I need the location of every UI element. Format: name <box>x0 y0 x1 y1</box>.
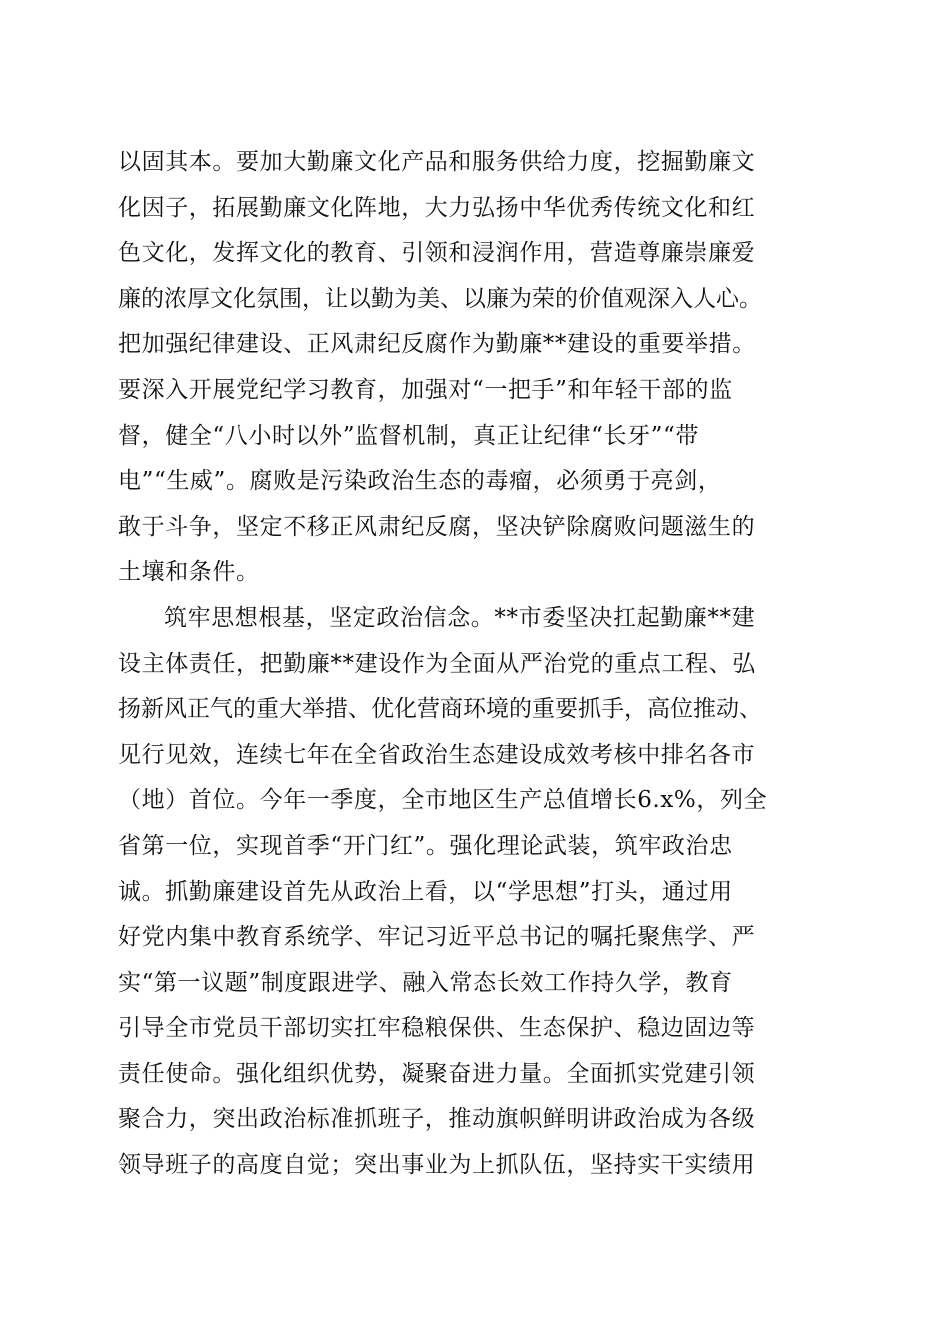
text-line: 土壤和条件。 <box>118 559 260 586</box>
text-line: 诚。抓勤廉建设首先从政治上看，以“学思想”打头，通过用 <box>118 878 733 905</box>
text-line: 色文化，发挥文化的教育、引领和浸润作用，营造尊廉崇廉爱 <box>118 240 756 267</box>
text-line: 聚合力，突出政治标准抓班子，推动旗帜鲜明讲政治成为各级 <box>118 1106 756 1133</box>
text-line: 引导全市党员干部切实扛牢稳粮保供、生态保护、稳边固边等 <box>118 1015 756 1042</box>
text-line: 廉的浓厚文化氛围，让以勤为美、以廉为荣的价值观深入人心。 <box>118 285 762 312</box>
document-body <box>118 140 858 1189</box>
text-line: 好党内集中教育系统学、牢记习近平总书记的嘱托聚焦学、严 <box>118 924 756 951</box>
text-line: 扬新风正气的重大举措、优化营商环境的重要抓手，高位推动、 <box>118 696 762 723</box>
paragraph-1 <box>118 140 858 596</box>
text-line: 督，健全“八小时以外”监督机制，真正让纪律“长牙”“带 <box>118 422 699 449</box>
text-line: （地）首位。今年一季度，全市地区生产总值增长6.x%，列全 <box>118 787 768 814</box>
text-line: 以固其本。要加大勤廉文化产品和服务供给力度，挖掘勤廉文 <box>118 149 756 175</box>
text-line: 要深入开展党纪学习教育，加强对“一把手”和年轻干部的监 <box>118 376 733 403</box>
text-line: 敢于斗争，坚定不移正风肃纪反腐，坚决铲除腐败问题滋生的 <box>118 513 756 540</box>
text-line: 实“第一议题”制度跟进学、融入常态长效工作持久学，教育 <box>118 969 733 996</box>
text-line: 化因子，拓展勤廉文化阵地，大力弘扬中华优秀传统文化和红 <box>118 194 756 221</box>
text-line: 筑牢思想根基，坚定政治信念。**市委坚决扛起勤廉**建 <box>164 604 756 631</box>
paragraph-2 <box>118 596 858 1189</box>
text-line: 把加强纪律建设、正风肃纪反腐作为勤廉**建设的重要举措。 <box>118 331 756 358</box>
text-line: 责任使命。强化组织优势，凝聚奋进力量。全面抓实党建引领 <box>118 1060 756 1087</box>
text-line: 省第一位，实现首季“开门红”。强化理论武装，筑牢政治忠 <box>118 832 733 859</box>
text-line: 领导班子的高度自觉；突出事业为上抓队伍，坚持实干实绩用 <box>118 1152 756 1179</box>
text-line: 设主体责任，把勤廉**建设作为全面从严治党的重点工程、弘 <box>118 650 756 677</box>
text-line: 见行见效，连续七年在全省政治生态建设成效考核中排名各市 <box>118 741 756 768</box>
text-line: 电”“生威”。腐败是污染政治生态的毒瘤，必须勇于亮剑， <box>118 468 722 495</box>
